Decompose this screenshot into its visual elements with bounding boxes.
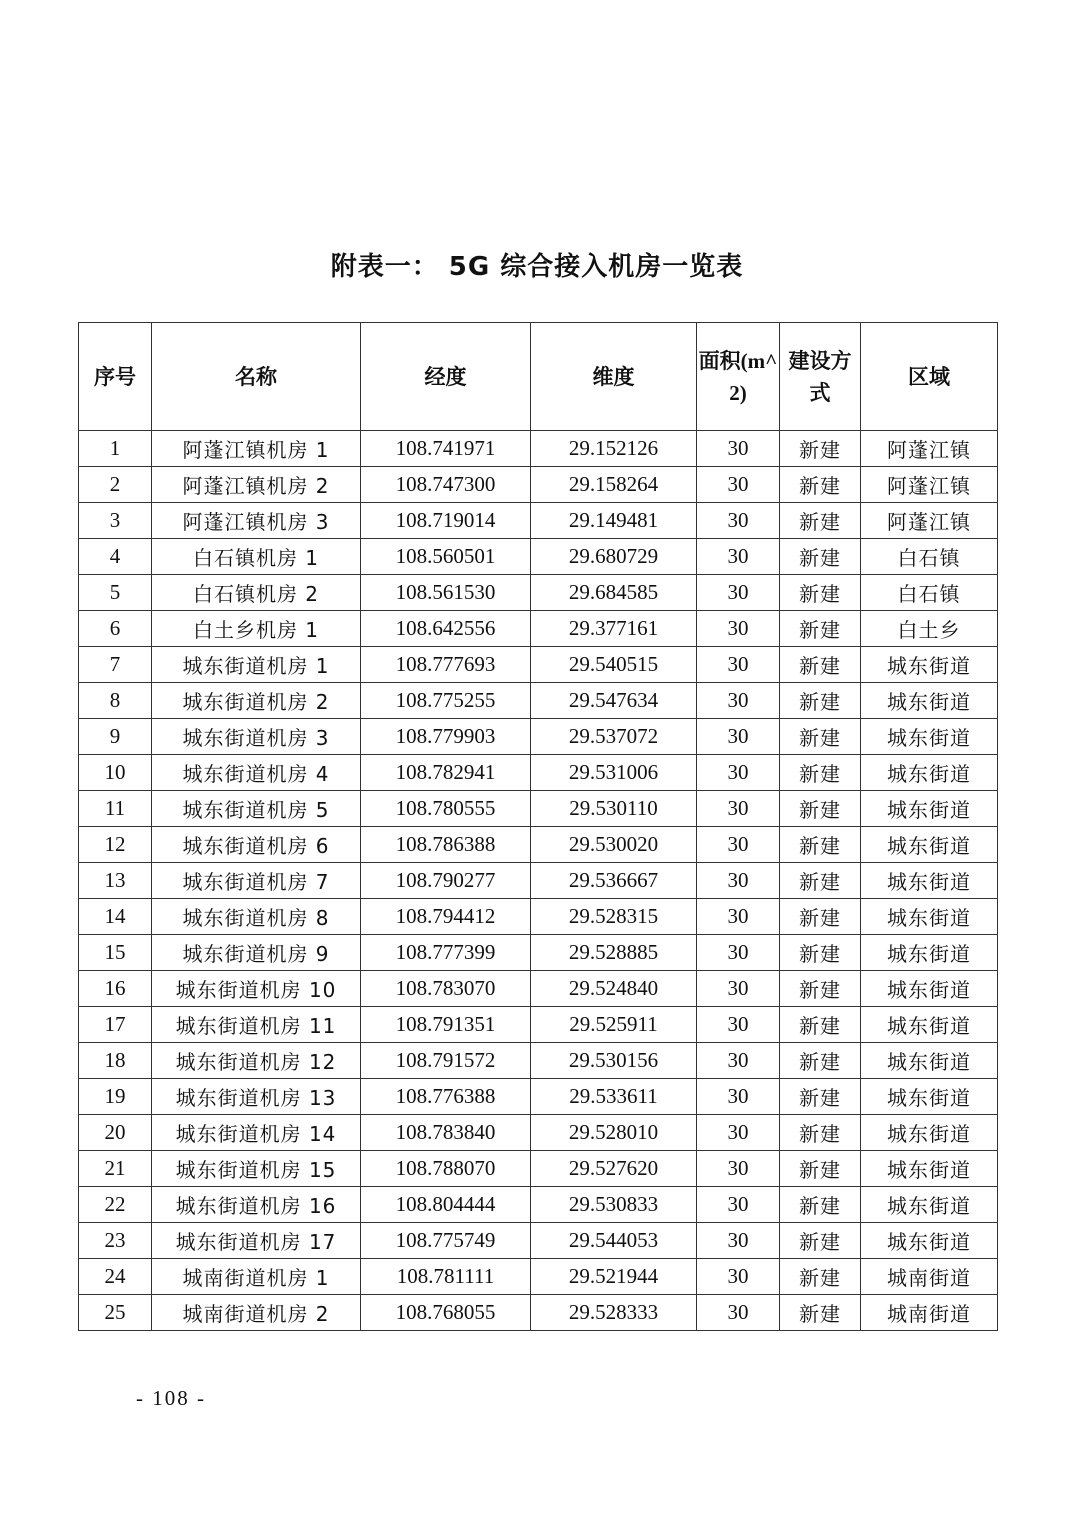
cell-longitude: 108.786388	[361, 827, 531, 863]
cell-longitude: 108.794412	[361, 899, 531, 935]
cell-region: 城东街道	[861, 935, 998, 971]
cell-method: 新建	[780, 539, 861, 575]
cell-index: 10	[79, 755, 152, 791]
cell-latitude: 29.527620	[531, 1151, 697, 1187]
cell-latitude: 29.537072	[531, 719, 697, 755]
cell-region: 城东街道	[861, 1007, 998, 1043]
cell-index: 1	[79, 431, 152, 467]
cell-region: 城东街道	[861, 863, 998, 899]
cell-latitude: 29.530110	[531, 791, 697, 827]
cell-method: 新建	[780, 1043, 861, 1079]
cell-latitude: 29.528885	[531, 935, 697, 971]
header-longitude: 经度	[361, 323, 531, 431]
cell-region: 城东街道	[861, 899, 998, 935]
table-row	[79, 503, 998, 539]
cell-region: 城东街道	[861, 647, 998, 683]
cell-longitude: 108.791572	[361, 1043, 531, 1079]
cell-region: 城东街道	[861, 719, 998, 755]
cell-longitude: 108.790277	[361, 863, 531, 899]
table-row	[79, 611, 998, 647]
cell-area: 30	[697, 1151, 780, 1187]
cell-area: 30	[697, 791, 780, 827]
cell-name: 阿蓬江镇机房 3	[152, 503, 361, 539]
table-row	[79, 899, 998, 935]
cell-longitude: 108.777693	[361, 647, 531, 683]
cell-name: 白石镇机房 2	[152, 575, 361, 611]
cell-longitude: 108.804444	[361, 1187, 531, 1223]
cell-name: 城东街道机房 11	[152, 1007, 361, 1043]
header-index: 序号	[79, 323, 152, 431]
cell-region: 城东街道	[861, 827, 998, 863]
cell-name: 城东街道机房 14	[152, 1115, 361, 1151]
cell-name: 城东街道机房 17	[152, 1223, 361, 1259]
cell-longitude: 108.782941	[361, 755, 531, 791]
cell-name: 城东街道机房 10	[152, 971, 361, 1007]
cell-method: 新建	[780, 1115, 861, 1151]
cell-region: 阿蓬江镇	[861, 431, 998, 467]
cell-region: 城东街道	[861, 755, 998, 791]
table-row	[79, 1115, 998, 1151]
cell-method: 新建	[780, 755, 861, 791]
cell-latitude: 29.377161	[531, 611, 697, 647]
cell-method: 新建	[780, 863, 861, 899]
table-row	[79, 539, 998, 575]
cell-region: 城东街道	[861, 1043, 998, 1079]
cell-longitude: 108.768055	[361, 1295, 531, 1331]
cell-region: 城东街道	[861, 791, 998, 827]
cell-name: 城南街道机房 1	[152, 1259, 361, 1295]
cell-longitude: 108.783840	[361, 1115, 531, 1151]
table-row	[79, 1295, 998, 1331]
cell-index: 20	[79, 1115, 152, 1151]
header-region: 区域	[861, 323, 998, 431]
page-number: - 108 -	[136, 1386, 206, 1410]
cell-latitude: 29.680729	[531, 539, 697, 575]
cell-name: 城东街道机房 9	[152, 935, 361, 971]
cell-longitude: 108.783070	[361, 971, 531, 1007]
table-row	[79, 719, 998, 755]
cell-method: 新建	[780, 1007, 861, 1043]
cell-region: 城东街道	[861, 1115, 998, 1151]
cell-area: 30	[697, 971, 780, 1007]
page-title: 附表一： 5G 综合接入机房一览表	[330, 252, 744, 282]
cell-index: 4	[79, 539, 152, 575]
table-row	[79, 1187, 998, 1223]
cell-method: 新建	[780, 1259, 861, 1295]
cell-region: 城东街道	[861, 971, 998, 1007]
cell-latitude: 29.528333	[531, 1295, 697, 1331]
cell-index: 25	[79, 1295, 152, 1331]
cell-name: 城东街道机房 12	[152, 1043, 361, 1079]
cell-method: 新建	[780, 791, 861, 827]
cell-area: 30	[697, 611, 780, 647]
cell-method: 新建	[780, 1151, 861, 1187]
cell-index: 3	[79, 503, 152, 539]
cell-area: 30	[697, 1259, 780, 1295]
table-header	[79, 323, 998, 431]
table-row	[79, 431, 998, 467]
table-row	[79, 1007, 998, 1043]
table-row	[79, 1259, 998, 1295]
cell-latitude: 29.540515	[531, 647, 697, 683]
header-row	[79, 323, 998, 431]
cell-area: 30	[697, 539, 780, 575]
cell-method: 新建	[780, 1079, 861, 1115]
cell-area: 30	[697, 935, 780, 971]
cell-longitude: 108.560501	[361, 539, 531, 575]
cell-method: 新建	[780, 935, 861, 971]
cell-area: 30	[697, 503, 780, 539]
table-row	[79, 863, 998, 899]
cell-latitude: 29.528315	[531, 899, 697, 935]
table-row	[79, 791, 998, 827]
cell-region: 城南街道	[861, 1259, 998, 1295]
cell-index: 23	[79, 1223, 152, 1259]
table-row	[79, 647, 998, 683]
cell-name: 阿蓬江镇机房 1	[152, 431, 361, 467]
cell-method: 新建	[780, 719, 861, 755]
cell-latitude: 29.521944	[531, 1259, 697, 1295]
cell-longitude: 108.788070	[361, 1151, 531, 1187]
cell-area: 30	[697, 1007, 780, 1043]
cell-method: 新建	[780, 1223, 861, 1259]
cell-method: 新建	[780, 899, 861, 935]
cell-latitude: 29.152126	[531, 431, 697, 467]
cell-name: 阿蓬江镇机房 2	[152, 467, 361, 503]
table-row	[79, 683, 998, 719]
cell-method: 新建	[780, 467, 861, 503]
cell-latitude: 29.528010	[531, 1115, 697, 1151]
cell-index: 2	[79, 467, 152, 503]
cell-area: 30	[697, 431, 780, 467]
cell-method: 新建	[780, 611, 861, 647]
cell-name: 城东街道机房 2	[152, 683, 361, 719]
header-area: 面积(m^2)	[697, 323, 780, 431]
cell-area: 30	[697, 827, 780, 863]
cell-method: 新建	[780, 1187, 861, 1223]
table-row	[79, 971, 998, 1007]
cell-index: 12	[79, 827, 152, 863]
cell-method: 新建	[780, 971, 861, 1007]
cell-area: 30	[697, 899, 780, 935]
cell-longitude: 108.780555	[361, 791, 531, 827]
cell-latitude: 29.530020	[531, 827, 697, 863]
cell-longitude: 108.741971	[361, 431, 531, 467]
cell-method: 新建	[780, 503, 861, 539]
table-body	[79, 431, 998, 1331]
cell-latitude: 29.547634	[531, 683, 697, 719]
table-row	[79, 1223, 998, 1259]
cell-longitude: 108.779903	[361, 719, 531, 755]
cell-region: 城南街道	[861, 1295, 998, 1331]
cell-index: 8	[79, 683, 152, 719]
cell-index: 24	[79, 1259, 152, 1295]
cell-longitude: 108.781111	[361, 1259, 531, 1295]
table-row	[79, 827, 998, 863]
cell-longitude: 108.791351	[361, 1007, 531, 1043]
cell-latitude: 29.524840	[531, 971, 697, 1007]
cell-name: 城东街道机房 6	[152, 827, 361, 863]
cell-index: 11	[79, 791, 152, 827]
cell-method: 新建	[780, 647, 861, 683]
cell-area: 30	[697, 1115, 780, 1151]
cell-longitude: 108.747300	[361, 467, 531, 503]
cell-index: 14	[79, 899, 152, 935]
cell-latitude: 29.544053	[531, 1223, 697, 1259]
cell-latitude: 29.530833	[531, 1187, 697, 1223]
cell-name: 白土乡机房 1	[152, 611, 361, 647]
data-table	[78, 322, 998, 1331]
cell-name: 城东街道机房 16	[152, 1187, 361, 1223]
cell-index: 17	[79, 1007, 152, 1043]
header-name: 名称	[152, 323, 361, 431]
cell-region: 城东街道	[861, 1079, 998, 1115]
cell-index: 21	[79, 1151, 152, 1187]
cell-longitude: 108.775255	[361, 683, 531, 719]
cell-latitude: 29.531006	[531, 755, 697, 791]
cell-region: 白石镇	[861, 575, 998, 611]
cell-name: 城东街道机房 15	[152, 1151, 361, 1187]
cell-longitude: 108.561530	[361, 575, 531, 611]
cell-region: 阿蓬江镇	[861, 467, 998, 503]
cell-region: 阿蓬江镇	[861, 503, 998, 539]
cell-latitude: 29.525911	[531, 1007, 697, 1043]
cell-region: 城东街道	[861, 1151, 998, 1187]
table-row	[79, 1043, 998, 1079]
cell-index: 15	[79, 935, 152, 971]
cell-index: 5	[79, 575, 152, 611]
cell-region: 城东街道	[861, 1223, 998, 1259]
cell-region: 白土乡	[861, 611, 998, 647]
cell-name: 城东街道机房 8	[152, 899, 361, 935]
cell-index: 18	[79, 1043, 152, 1079]
cell-method: 新建	[780, 1295, 861, 1331]
cell-area: 30	[697, 1043, 780, 1079]
cell-region: 白石镇	[861, 539, 998, 575]
cell-index: 13	[79, 863, 152, 899]
cell-area: 30	[697, 1223, 780, 1259]
cell-area: 30	[697, 719, 780, 755]
cell-name: 城东街道机房 5	[152, 791, 361, 827]
table-row	[79, 935, 998, 971]
cell-name: 白石镇机房 1	[152, 539, 361, 575]
cell-area: 30	[697, 1187, 780, 1223]
cell-name: 城东街道机房 3	[152, 719, 361, 755]
cell-index: 6	[79, 611, 152, 647]
cell-area: 30	[697, 863, 780, 899]
cell-longitude: 108.776388	[361, 1079, 531, 1115]
cell-area: 30	[697, 1295, 780, 1331]
header-method: 建设方式	[780, 323, 861, 431]
cell-method: 新建	[780, 683, 861, 719]
cell-index: 22	[79, 1187, 152, 1223]
cell-name: 城东街道机房 7	[152, 863, 361, 899]
cell-index: 16	[79, 971, 152, 1007]
cell-name: 城南街道机房 2	[152, 1295, 361, 1331]
cell-index: 7	[79, 647, 152, 683]
cell-longitude: 108.719014	[361, 503, 531, 539]
cell-method: 新建	[780, 431, 861, 467]
cell-latitude: 29.536667	[531, 863, 697, 899]
cell-method: 新建	[780, 575, 861, 611]
cell-latitude: 29.149481	[531, 503, 697, 539]
cell-latitude: 29.684585	[531, 575, 697, 611]
cell-longitude: 108.775749	[361, 1223, 531, 1259]
cell-method: 新建	[780, 827, 861, 863]
cell-name: 城东街道机房 13	[152, 1079, 361, 1115]
cell-area: 30	[697, 647, 780, 683]
cell-area: 30	[697, 755, 780, 791]
cell-name: 城东街道机房 1	[152, 647, 361, 683]
table-row	[79, 755, 998, 791]
cell-name: 城东街道机房 4	[152, 755, 361, 791]
cell-area: 30	[697, 467, 780, 503]
cell-index: 19	[79, 1079, 152, 1115]
table-row	[79, 575, 998, 611]
cell-index: 9	[79, 719, 152, 755]
table-row	[79, 1151, 998, 1187]
cell-area: 30	[697, 575, 780, 611]
cell-area: 30	[697, 683, 780, 719]
table-row	[79, 1079, 998, 1115]
cell-longitude: 108.642556	[361, 611, 531, 647]
header-latitude: 维度	[531, 323, 697, 431]
cell-latitude: 29.158264	[531, 467, 697, 503]
cell-longitude: 108.777399	[361, 935, 531, 971]
table-row	[79, 467, 998, 503]
cell-region: 城东街道	[861, 1187, 998, 1223]
cell-region: 城东街道	[861, 683, 998, 719]
cell-latitude: 29.533611	[531, 1079, 697, 1115]
cell-area: 30	[697, 1079, 780, 1115]
cell-latitude: 29.530156	[531, 1043, 697, 1079]
